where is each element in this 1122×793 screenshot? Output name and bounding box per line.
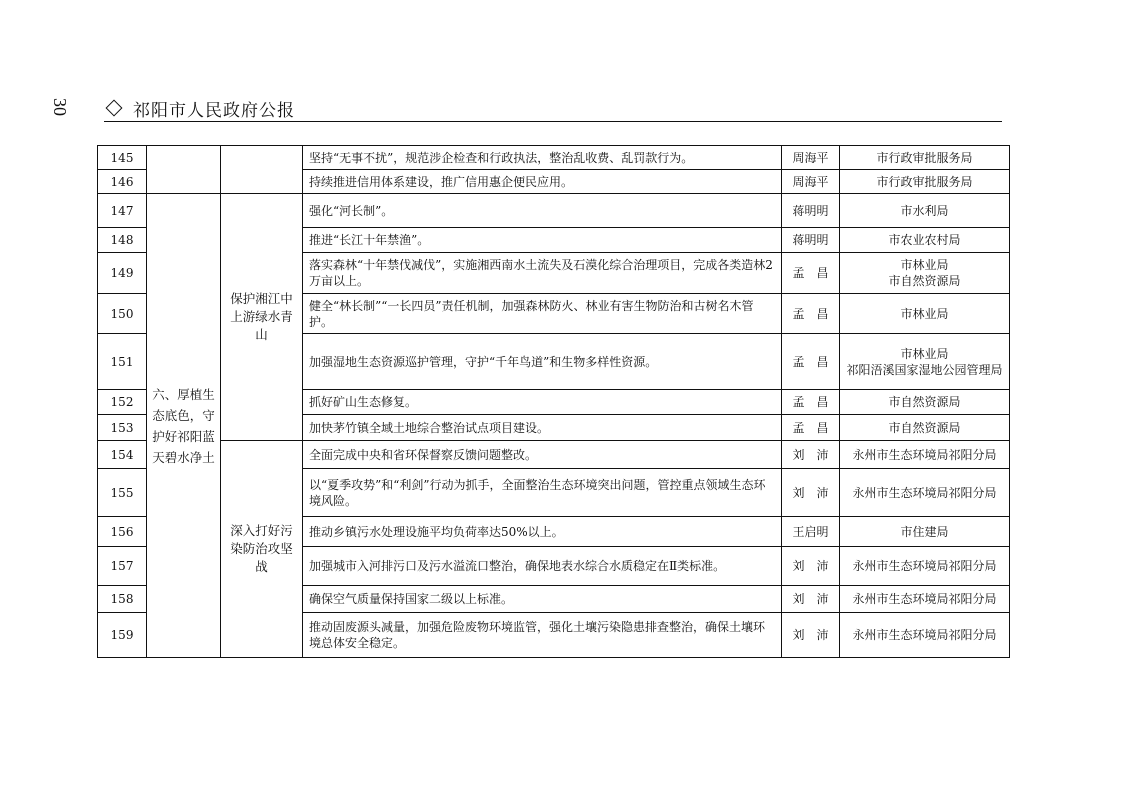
row-number: 159 [98, 613, 147, 658]
responsible-unit: 市林业局 祁阳浯溪国家湿地公园管理局 [840, 334, 1010, 390]
task-text: 加强城市入河排污口及污水溢流口整治，确保地表水综合水质稳定在Ⅱ类标准。 [303, 547, 782, 586]
responsible-unit: 市自然资源局 [840, 390, 1010, 415]
task-text: 坚持“无事不扰”，规范涉企检查和行政执法，整治乱收费、乱罚款行为。 [303, 146, 782, 170]
subcategory-cell: 深入打好污染防治攻坚战 [221, 441, 303, 658]
subcategory-cell-prev [221, 146, 303, 194]
table-row [98, 194, 1010, 228]
row-number: 156 [98, 517, 147, 547]
page-header [104, 95, 295, 121]
task-text: 强化“河长制”。 [303, 194, 782, 228]
header-rule [104, 121, 1002, 122]
lead-person: 孟 昌 [782, 253, 840, 294]
task-text: 健全“林长制”“一长四员”责任机制，加强森林防火、林业有害生物防治和古树名木管护。 [303, 294, 782, 334]
lead-person: 周海平 [782, 146, 840, 170]
responsible-unit: 市林业局 市自然资源局 [840, 253, 1010, 294]
table-row [98, 146, 1010, 170]
category-cell: 六、厚植生态底色，守护好祁阳蓝天碧水净土 [147, 194, 221, 658]
page-number: 30 [50, 98, 70, 116]
responsible-unit: 市农业农村局 [840, 228, 1010, 253]
lead-person: 刘 沛 [782, 469, 840, 517]
task-text: 加快茅竹镇全域土地综合整治试点项目建设。 [303, 415, 782, 441]
task-text: 落实森林“十年禁伐减伐”，实施湘西南水土流失及石漠化综合治理项目，完成各类造林2万亩以上。 [303, 253, 782, 294]
task-text: 全面完成中央和省环保督察反馈问题整改。 [303, 441, 782, 469]
responsible-unit: 市自然资源局 [840, 415, 1010, 441]
responsible-unit: 市行政审批服务局 [840, 146, 1010, 170]
responsible-unit: 永州市生态环境局祁阳分局 [840, 469, 1010, 517]
row-number: 151 [98, 334, 147, 390]
row-number: 148 [98, 228, 147, 253]
row-number: 154 [98, 441, 147, 469]
responsible-unit: 市行政审批服务局 [840, 170, 1010, 194]
task-text: 持续推进信用体系建设，推广信用惠企便民应用。 [303, 170, 782, 194]
row-number: 158 [98, 586, 147, 613]
row-number: 150 [98, 294, 147, 334]
lead-person: 孟 昌 [782, 390, 840, 415]
task-text: 推动乡镇污水处理设施平均负荷率达50%以上。 [303, 517, 782, 547]
row-number: 147 [98, 194, 147, 228]
row-number: 146 [98, 170, 147, 194]
task-text: 抓好矿山生态修复。 [303, 390, 782, 415]
lead-person: 刘 沛 [782, 547, 840, 586]
row-number: 157 [98, 547, 147, 586]
diamond-icon [106, 100, 123, 117]
row-number: 145 [98, 146, 147, 170]
task-text: 加强湿地生态资源巡护管理，守护“千年鸟道”和生物多样性资源。 [303, 334, 782, 390]
lead-person: 刘 沛 [782, 586, 840, 613]
lead-person: 蒋明明 [782, 228, 840, 253]
responsible-unit: 永州市生态环境局祁阳分局 [840, 441, 1010, 469]
lead-person: 周海平 [782, 170, 840, 194]
responsible-unit: 永州市生态环境局祁阳分局 [840, 586, 1010, 613]
responsible-unit: 市林业局 [840, 294, 1010, 334]
row-number: 152 [98, 390, 147, 415]
lead-person: 刘 沛 [782, 613, 840, 658]
lead-person: 孟 昌 [782, 415, 840, 441]
row-number: 149 [98, 253, 147, 294]
responsible-unit: 市住建局 [840, 517, 1010, 547]
row-number: 153 [98, 415, 147, 441]
task-table [97, 145, 1010, 658]
lead-person: 蒋明明 [782, 194, 840, 228]
subcategory-cell: 保护湘江中上游绿水青山 [221, 194, 303, 441]
task-text: 推进“长江十年禁渔”。 [303, 228, 782, 253]
task-text: 推动固废源头减量，加强危险废物环境监管，强化土壤污染隐患排查整治，确保土壤环境总体安全稳定。 [303, 613, 782, 658]
responsible-unit: 永州市生态环境局祁阳分局 [840, 547, 1010, 586]
row-number: 155 [98, 469, 147, 517]
category-cell-prev [147, 146, 221, 194]
lead-person: 刘 沛 [782, 441, 840, 469]
lead-person: 孟 昌 [782, 334, 840, 390]
task-text: 确保空气质量保持国家二级以上标准。 [303, 586, 782, 613]
lead-person: 孟 昌 [782, 294, 840, 334]
lead-person: 王启明 [782, 517, 840, 547]
header-title: 祁阳市人民政府公报 [133, 100, 295, 121]
task-text: 以“夏季攻势”和“利剑”行动为抓手，全面整治生态环境突出问题，管控重点领域生态环境风险。 [303, 469, 782, 517]
responsible-unit: 市水利局 [840, 194, 1010, 228]
table-row [98, 441, 1010, 469]
responsible-unit: 永州市生态环境局祁阳分局 [840, 613, 1010, 658]
